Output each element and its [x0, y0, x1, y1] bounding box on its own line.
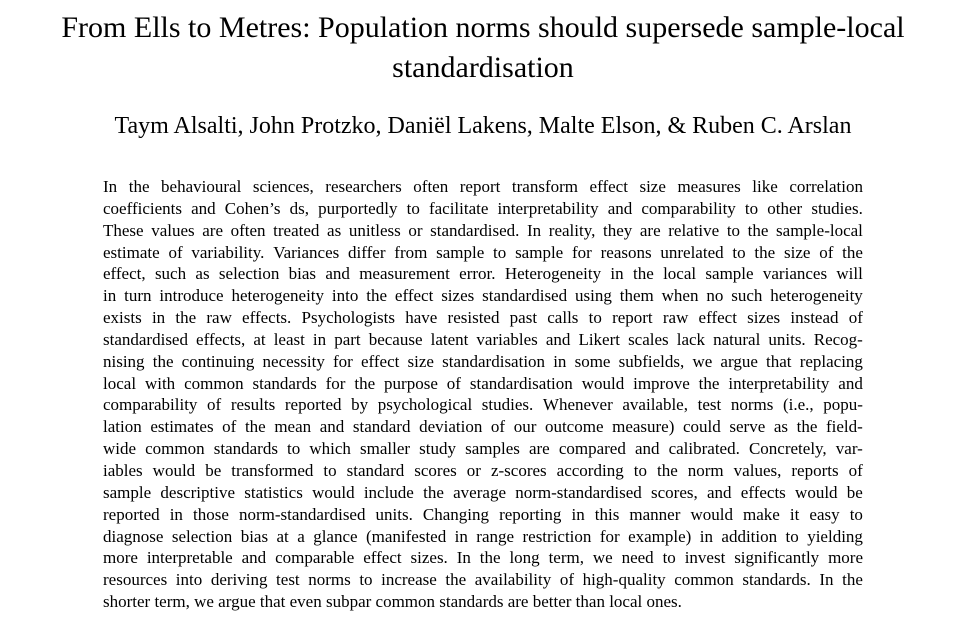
- abstract-line: nising the continuing necessity for effect size standardisation in some subfields, we argue that replacing: [103, 351, 863, 371]
- abstract-line: reported in those norm-standardised units. Changing reporting in this manner would make it easy to: [103, 504, 863, 524]
- abstract-line: These values are often treated as unitless or standardised. In reality, they are relative to the sample-local: [103, 220, 863, 240]
- abstract-line: wide common standards to which smaller study samples are compared and calibrated. Concretely, var-: [103, 439, 863, 459]
- abstract-line: coefficients and Cohen’s ds, purportedly to facilitate interpretability and comparability to other studies.: [103, 198, 863, 218]
- paper-title: [0, 8, 966, 88]
- abstract-line: resources into deriving test norms to increase the availability of high-quality common standards. In the: [103, 570, 863, 590]
- abstract-line: shorter term, we argue that even subpar common standards are better than local ones.: [103, 592, 682, 612]
- abstract-line: iables would be transformed to standard scores or z-scores according to the norm values, reports of: [103, 460, 863, 480]
- abstract: [103, 176, 863, 613]
- paper-title-line-2: standardisation: [392, 51, 574, 84]
- abstract-line: sample descriptive statistics would include the average norm-standardised scores, and effects would be: [103, 482, 863, 502]
- abstract-line: diagnose selection bias at a glance (manifested in range restriction for example) in addition to yielding: [103, 526, 863, 546]
- paper-title-line-1: From Ells to Metres: Population norms should supersede sample-local: [61, 11, 905, 44]
- abstract-line: effect, such as selection bias and measurement error. Heterogeneity in the local sample variances will: [103, 264, 863, 284]
- abstract-line: in turn introduce heterogeneity into the effect sizes standardised using them when no such heterogeneity: [103, 286, 863, 306]
- paper-authors: Taym Alsalti, John Protzko, Daniël Lakens, Malte Elson, & Ruben C. Arslan: [114, 113, 852, 139]
- abstract-line: estimate of variability. Variances differ from sample to sample for reasons unrelated to the size of the: [103, 242, 863, 262]
- abstract-line: more interpretable and comparable effect sizes. In the long term, we need to invest significantly more: [103, 548, 863, 568]
- abstract-line: standardised effects, at least in part because latent variables and Likert scales lack natural units. Recog-: [103, 329, 863, 349]
- abstract-line: local with common standards for the purpose of standardisation would improve the interpretability and: [103, 373, 863, 393]
- abstract-line: In the behavioural sciences, researchers often report transform effect size measures like correlation: [103, 177, 863, 196]
- abstract-line: lation estimates of the mean and standard deviation of our outcome measure) could serve as the field-: [103, 417, 863, 437]
- abstract-line: comparability of results reported by psychological studies. Whenever available, test norms (i.e., popu-: [103, 395, 863, 415]
- abstract-line: exists in the raw effects. Psychologists have resisted past calls to report raw effect sizes instead of: [103, 308, 863, 328]
